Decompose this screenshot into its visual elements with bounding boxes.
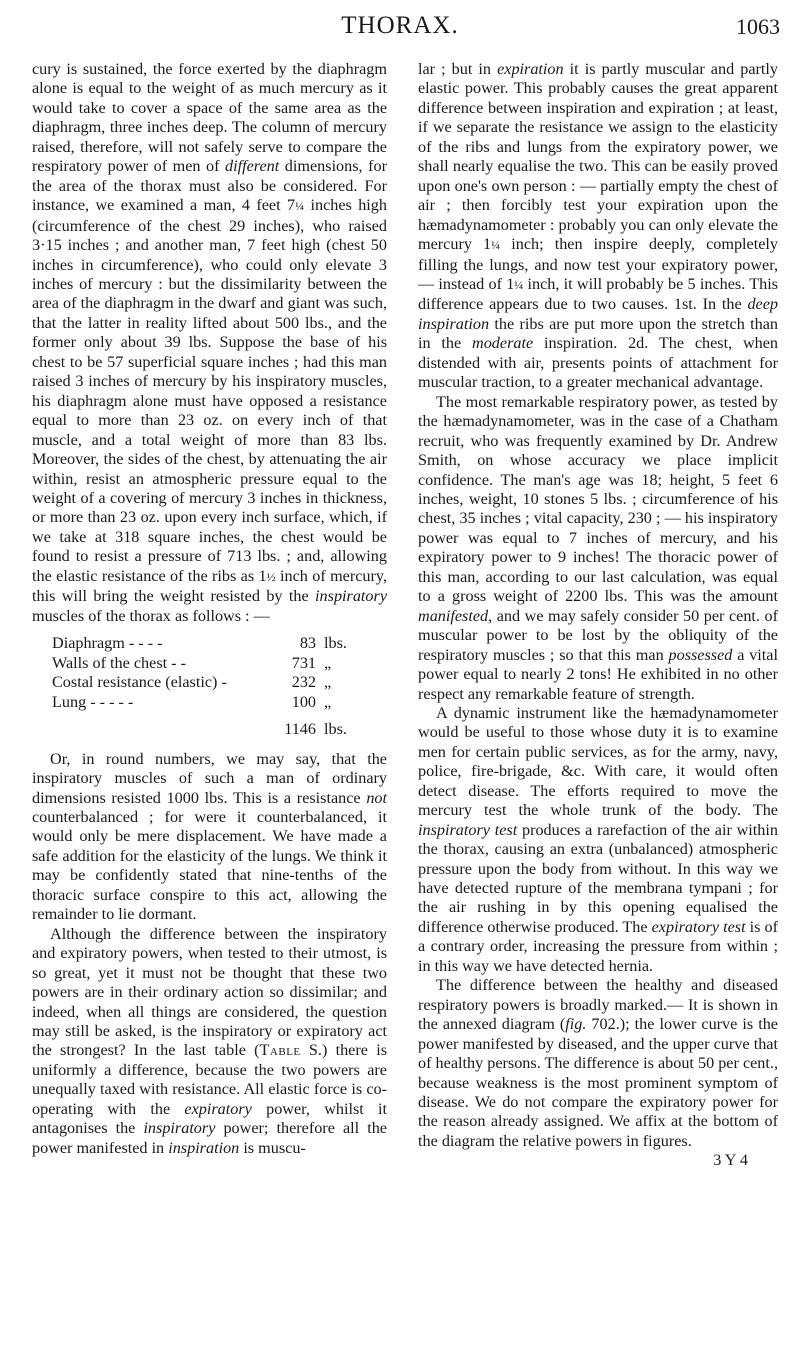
emphasis: expiration	[497, 60, 564, 78]
fraction: ¼	[295, 199, 305, 214]
row-unit: „	[324, 653, 332, 672]
row-label: Lung - - - - -	[52, 692, 134, 711]
fraction: ¼	[514, 277, 524, 292]
table-row	[52, 693, 364, 713]
emphasis: not	[366, 788, 387, 807]
left-column	[32, 60, 387, 1158]
paragraph: cury is sustained, the force exerted by the diaphragm alone is equal to the weight of as much mercury as it would take to cover a space of the same area as the diaphragm, three inches deep. The column of mercury raised, therefore, will not safely serve to compare the respiratory power of men of different dimensions, for the area of the thorax must also be considered. For instance, we examined a man, 4 feet 7¼ inches high (circumference of the chest 29 inches), who raised 3·15 inches ; and another man, 7 feet high (chest 50 inches in circumference), who could only elevate 3 inches of mercury : but the dissimilarity between the area of the diaphragm in the dwarf and giant was such, that the latter in reality lifted about 500 lbs., and the former only about 39 lbs. Suppose the base of his chest to be 57 superficial square inches ; had this man raised 3 inches of mercury by his inspiratory muscles, his diaphragm alone must have opposed a resistance equal to more than 23 oz. on every inch of that muscle, and a total weight of more than 83 lbs. Moreover, the sides of the chest, by attenuating the air within, resist an atmospheric pressure equal to the weight of a covering of mercury 3 inches in thickness, or more than 23 oz. upon every inch surface, which, if we take at 318 square inches, the chest would be found to resist a pressure of 713 lbs. ; and, allowing the elastic resistance of the ribs as 1½ inch of mercury, this will bring the weight resisted by the inspiratory muscles of the thorax as follows : —	[32, 60, 388, 625]
table-total-row	[52, 712, 364, 740]
emphasis: inspiratory	[315, 587, 387, 606]
total-value: 1146	[284, 720, 316, 739]
table-row	[52, 673, 364, 693]
emphasis: inspiratory	[143, 1119, 216, 1138]
fraction: ¼	[491, 238, 501, 253]
paragraph: Although the difference between the inspiratory and expiratory powers, when tested to their utmost, is so great, yet it must not be thought that these two powers are in their ordinary action so dissimilar; and indeed, when all things are considered, the question may still be asked, is the inspiratory or expiratory act the strongest? In the last table (Table S.) there is uniformly a difference, because the two powers are unequally taxed with resistance. All elastic force is co-operating with the expiratory power, whilst it antagonises the inspiratory power; therefore all the power manifested in inspiration is muscu-	[32, 924, 388, 1157]
row-label: Costal resistance (elastic) -	[52, 673, 227, 692]
emphasis: moderate	[472, 334, 534, 353]
emphasis: expiratory test	[651, 917, 746, 936]
paragraph: The most remarkable respiratory power, as tested by the hæmadynamometer, was in the case of a Chatham recruit, who was frequently examined by Dr. Andrew Smith, on whose accuracy we place implicit confidence. The man's age was 18; height, 5 feet 6 inches, weight, 10 stones 5 lbs. ; circumference of his chest, 35 inches ; vital capacity, 230 ; — his inspiratory power was equal to 7 inches of mercury, and his expiratory power to 9 inches! The thoracic power of this man, according to our last calculation, was equal to a gross weight of 2200 lbs. This was the amount manifested, and we may safely consider 50 per cent. of muscular power to be lost by the obliquity of the respiratory muscles ; so that this man possessed a vital power equal to nearly 2 tons! He exhibited in no other respect any remarkable feature of strength.	[418, 392, 778, 703]
right-column	[418, 60, 778, 1171]
emphasis: expiratory	[184, 1099, 252, 1118]
row-unit: lbs.	[324, 634, 347, 653]
paragraph: lar ; but in expiration it is partly muscular and partly elastic power. This probably causes the great apparent difference between inspiration and expiration ; at least, if we separate the resistance we assign to the elasticity of the ribs and lungs from the expiratory power, we shall nearly equalise the two. This can be easily proved upon one's own person : — partially empty the chest of air ; then forcibly test your expiration upon the hæmadynamometer : probably you can only elevate the mercury 1¼ inch; then inspire deeply, completely filling the lungs, and now test your expiratory power, — instead of 1¼ inch, it will probably be 5 inches. This difference appears due to two causes. 1st. In the deep inspiration the ribs are put more upon the stretch than in the moderate inspiration. 2d. The chest, when distended with air, presents points of attachment for muscular traction, to a greater mechanical advantage.	[418, 60, 779, 392]
emphasis: inspiratory test	[418, 820, 518, 839]
running-head	[0, 6, 800, 46]
paragraph: The difference between the healthy and diseased respiratory powers is broadly marked.— It is shown in the annexed diagram (fig. 702.); the lower curve is the power manifested by diseased, and the upper curve that of healthy persons. The difference is about 50 per cent., because weakness is the most prominent symptom of disease. We do not compare the expiratory power for the reason already assigned. We affix at the bottom of the diagram the relative powers in figures.	[418, 976, 778, 1150]
row-label: Diaphragm - - - -	[52, 634, 163, 653]
row-value: 731	[291, 653, 316, 672]
table-row	[52, 654, 364, 674]
total-unit: lbs.	[324, 720, 347, 739]
table-row	[52, 634, 364, 654]
running-title: THORAX.	[341, 12, 459, 39]
signature-mark: 3 Y 4	[713, 1151, 748, 1170]
row-label: Walls of the chest - -	[52, 653, 186, 672]
emphasis: deep inspiration	[418, 295, 778, 333]
emphasis: fig.	[565, 1015, 587, 1034]
table-reference: Table	[259, 1041, 301, 1060]
emphasis: manifested	[418, 606, 489, 625]
row-unit: „	[324, 673, 332, 692]
row-value: 100	[291, 692, 316, 711]
emphasis: inspiration	[168, 1138, 240, 1157]
paragraph: Or, in round numbers, we may say, that the inspiratory muscles of such a man of ordinary dimensions resisted 1000 lbs. This is a resistance not counterbalanced ; for were it counterbalanced, it would only be mere displacement. We have made a safe addition for the elasticity of the lungs. We think it may be confidently stated that nine-tenths of the thoracic surface conspire to this act, allowing the remainder to lie dormant.	[32, 749, 387, 924]
row-unit: „	[324, 692, 332, 711]
page-number: 1063	[736, 14, 780, 39]
emphasis: different	[225, 157, 280, 176]
row-value: 83	[299, 634, 316, 653]
row-value: 232	[291, 673, 316, 692]
muscle-resistance-table	[52, 634, 364, 740]
fraction: ½	[266, 569, 276, 584]
paragraph: A dynamic instrument like the hæmadynamometer would be useful to those whose duty it is to examine men for certain public services, as for the army, navy, police, fire-brigade, &c. With care, it would often detect disease. The efforts required to move the mercury test the whole trunk of the body. The inspiratory test produces a rarefaction of the air within the thorax, causing an extra (unbalanced) atmospheric pressure upon the body from without. In this way we have detected rupture of the membrana tympani ; for the air rushing in by this opening equalised the difference otherwise produced. The expiratory test is of a contrary order, increasing the pressure from within ; in this way we have detected hernia.	[418, 703, 778, 975]
emphasis: possessed	[668, 645, 733, 664]
